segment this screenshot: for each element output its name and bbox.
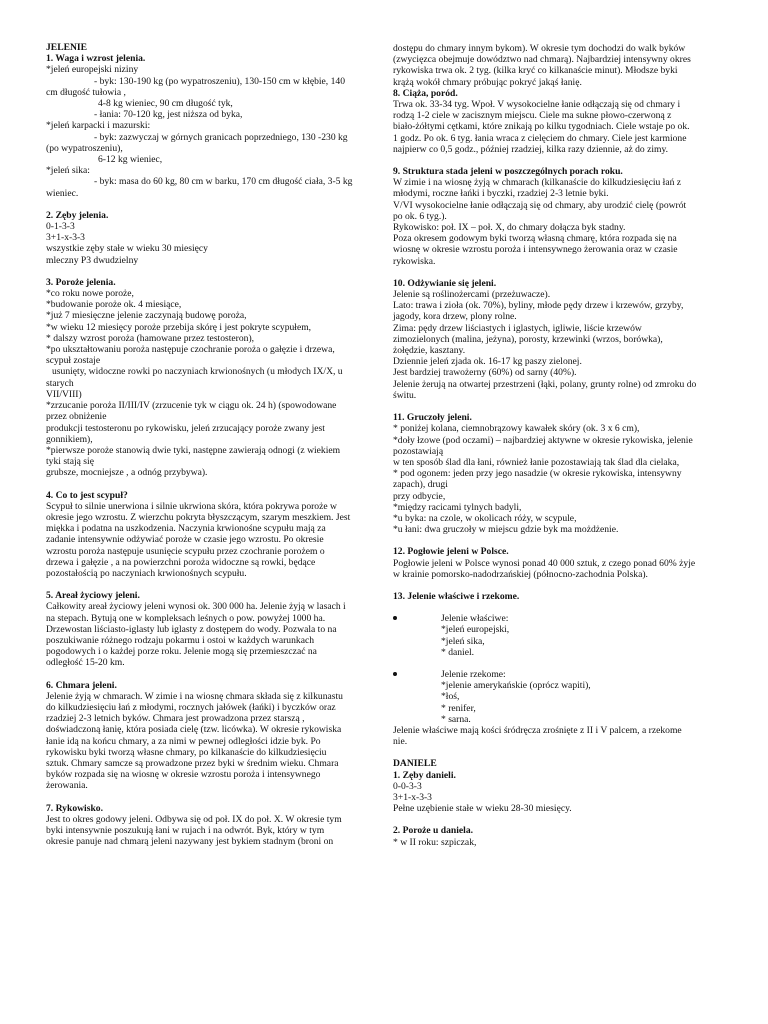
section-heading: 2. Zęby jelenia. [46,209,109,221]
text-line: - łania: 70-120 kg, jest niższa od byka, [94,109,243,121]
text-line: odległość 15-20 km. [46,657,125,669]
text-line: Jelenie właściwe mają kości śródręcza zrośnięte z II i V palcem, a rzekome [393,724,682,736]
text-line: w ten sposób ślad dla łani, również łanie pozostawiają tak ślad dla cielaka, [393,456,680,468]
right-column [393,43,728,848]
bullet-text: Jelenie właściwe: [441,613,509,625]
paragraph-gap [46,792,376,803]
text-line: cm długość tułowia , [46,86,126,98]
text-line: grubsze, mocniejsze , a odnóg przybywa). [46,467,208,479]
text-line: * renifer, [441,702,476,714]
text-line: * w II roku: szpiczak, [393,836,477,848]
paragraph-gap [46,669,376,680]
text-line: VII/VIII) [46,388,82,400]
text-line: Jelenie są roślinożercami (przeżuwacze). [393,289,551,301]
text-line: * daniel. [441,646,475,658]
section-heading: 12. Pogłowie jeleni w Polsce. [393,546,509,558]
text-line: *łoś, [441,691,460,703]
text-line: Jest bardziej trawożerny (60%) od sarny (40%). [393,367,577,379]
section-heading: 4. Co to jest scypuł? [46,489,128,501]
text-line: 0-0-3-3 [393,780,422,792]
text-line: pogodowych i o każdej porze roku. Jelenie mogą się przemieszczać na [46,646,317,658]
text-line: rykowiska trwa ok. 2 tyg. (kilka kryć co kilkanaście minut). Młodsze byki [393,65,678,77]
paragraph-gap [46,199,376,210]
bullet-icon [393,672,397,676]
text-line: *doły łzowe (pod oczami) – najbardziej aktywne w okresie rykowiska, jelenie [393,434,693,446]
text-line: żerowania. [46,780,88,792]
paragraph-gap [393,747,728,758]
text-line: wzrostu poroża następuje usunięcie scypułu przez czochranie porożem o [46,545,325,557]
text-line: świtu. [393,389,417,401]
paragraph-gap [393,580,728,591]
text-line: po ok. 6 tyg.). [393,210,447,222]
text-line: *u byka: na czole, w okolicach róży, w scypule, [393,512,577,524]
text-line: gonnikiem), [46,433,93,445]
text-line: wieniec. [46,187,79,199]
section-heading: 2. Poroże u daniela. [393,825,474,837]
section-heading: 5. Areał życiowy jeleni. [46,590,140,602]
text-line: Jest to okres godowy jeleni. Odbywa się od poł. IX do poł. X. W okresie tym [46,813,342,825]
text-line: rzadziej 2-3 letnich byków. Chmara jest prowadzona przez starszą , [46,713,305,725]
text-line: 1 godz. Po ok. 6 tyg. łania wraca z cielęciem do chmary. Ciele jest karmione [393,132,687,144]
text-line: Scypuł to silnie unerwiona i silnie ukrwiona skóra, która pokrywa poroże w [46,500,337,512]
text-line: tyki stają się [46,456,94,468]
section-heading: JELENIE [46,42,88,53]
text-line: * pod ogonem: jeden przy jego nasadzie (w okresie rykowiska, intensywny [393,468,682,480]
bullet-text: Jelenie rzekome: [441,668,506,680]
text-line: Pełne uzębienie stałe w wieku 28-30 miesięcy. [393,803,572,815]
text-line: krążą wokół chmary próbując pokryć jakąś łanię. [393,76,582,88]
paragraph-gap [46,266,376,277]
text-line: Rykowisko: poł. IX – poł. X, do chmary dołącza byk stadny. [393,222,626,234]
text-line: Trwa ok. 33-34 tyg. Wpoł. V wysokocielne łanie odłączają się od chmary i [393,99,681,111]
text-line: drzewa i gałęzie , a na powierzchni poroża widoczne są rowki, będące [46,556,316,568]
text-line: Pogłowie jeleni w Polsce wynosi ponad 40 000 sztuk, z czego ponad 60% żyje [393,557,696,569]
text-line: pozostawiają [393,445,444,457]
text-line: zadanie intensywnie odżywiać poroże w czasie jego wzrostu. Po okresie [46,534,324,546]
text-line: - byk: zazwyczaj w górnych granicach poprzedniego, 130 -230 kg [94,131,348,143]
section-heading: 7. Rykowisko. [46,802,103,814]
paragraph-gap [393,658,728,669]
text-line: 4-8 kg wieniec, 90 cm długość tyk, [98,98,233,110]
text-line: Całkowity areał życiowy jeleni wynosi ok. 300 000 ha. Jelenie żyją w lasach i [46,601,346,613]
paragraph-gap [393,401,728,412]
text-line: byków rozpada się na wiosnę w okresie wzrostu poroża i intensywnego [46,769,321,781]
text-line: miękka i podatna na uszkodzenia. Naczynia krwionośne scypułu mają za [46,523,326,535]
text-line: jagody, kora drzew, plony rolne. [393,311,517,323]
text-line: 0-1-3-3 [46,221,75,233]
text-line: * dalszy wzrost poroża (hamowane przez testosteron), [46,332,255,344]
text-line: 3+1-x-3-3 [393,791,432,803]
text-line: *pierwsze poroże stanowią dwie tyki, następne zawierają odnogi (z wiekiem [46,444,341,456]
text-line: *u łani: dwa gruczoły w miejscu gdzie byk ma możdżenie. [393,524,619,536]
text-line: *między racicami tylnych badyli, [393,501,522,513]
text-line: W zimie i na wiosnę żyją w chmarach (kilkanaście do kilkudziesięciu łań z [393,177,682,189]
text-line: zimozielonych (malina, jeżyna), porosty, krzewinki (wrzos, borówka), [393,333,663,345]
text-line: produkcji testosteronu po rykowisku, jeleń zrzucający poroże zwany jest [46,422,325,434]
text-line: poszukiwanie różnego rodzaju pokarmu i ostoi w każdych warunkach [46,634,315,646]
section-heading: 1. Zęby danieli. [393,769,456,781]
text-line: usunięty, widoczne rowki po naczyniach krwionośnych (u młodych IX/X, u [52,366,343,378]
text-line: *już 7 miesięczne jelenie zaczynają budowę poroża, [46,310,247,322]
text-line: byki intensywnie poszukują łani w rujach i na odwrót. Byk, który w tym [46,825,325,836]
text-line: Jelenie żerują na otwartej przestrzeni (łąki, polany, grunty rolne) od zmroku do [393,378,697,390]
text-line: *jeleń europejski niziny [46,64,139,76]
text-line: V/VI wysokocielne łanie odłączają się od chmary, aby urodzić cielę (powrót [393,199,687,211]
paragraph-gap [393,602,728,613]
text-line: *budowanie poroże ok. 4 miesiące, [46,299,182,311]
text-line: *jeleń sika, [441,635,485,647]
paragraph-gap [46,479,376,490]
text-line: *w wieku 12 miesięcy poroże przebija skórę i jest pokryte scypułem, [46,321,312,333]
text-line: nie. [393,736,408,748]
text-line: żołędzie, kasztany. [393,345,466,357]
text-line: okresie panuje nad chmarą jeleni nazywany jest bykiem stadnym (broni on [46,836,334,848]
left-column [46,42,376,847]
section-heading: 6. Chmara jeleni. [46,679,117,691]
text-line: Drzewostan liściasto-iglasty lub iglasty z dostępem do wody. Pozwala to na [46,623,337,635]
text-line: 6-12 kg wieniec, [98,154,163,166]
text-line: 3+1-x-3-3 [46,232,85,244]
text-line: Dziennie jeleń zjada ok. 16-17 kg paszy zielonej. [393,356,582,368]
text-line: okresie jego wzrostu. Z wierzchu pokryta błyszczącym, szarym meszkiem. Jest [46,511,351,523]
text-line: wszystkie zęby stałe w wieku 30 miesięcy [46,243,208,255]
text-line: (po wypatroszeniu), [46,142,123,154]
text-line: przez obniżenie [46,411,107,423]
text-line: młodymi, roczne łańki i byczki, rzadziej 2-3 letnie byki. [393,188,609,200]
text-line: *po ukształtowaniu poroża następuje czochranie poroża o gałęzie i drzewa, [46,344,335,356]
text-line: Zima: pędy drzew liściastych i iglastych, igliwie, liście krzewów [393,322,642,334]
text-line: w krainie pomorsko-nadodrzańskiej (północno-zachodnia Polska). [393,568,648,580]
section-heading: 8. Ciąża, poród. [393,87,458,99]
text-line: dostępu do chmary innym bykom). W okresie tym dochodzi do walk byków [393,43,686,54]
text-line: *zrzucanie poroża II/III/IV (zrzucenie tyk w ciągu ok. 24 h) (spowodowane [46,400,337,412]
bullet-item [393,669,728,680]
text-line: przy odbycie, [393,490,446,502]
section-heading: 3. Poroże jelenia. [46,276,116,288]
text-line: rykowisku byki tworzą własne chmary, po kilkanaście do kilkudziesięciu [46,746,327,758]
text-line: rodzą 1-2 ciele w zacisznym miejscu. Ciele ma sukne płowo-czerwoną z [393,110,672,122]
paragraph-gap [393,535,728,546]
text-line: *jeleń europejski, [441,624,510,636]
text-line: - byk: masa do 60 kg, 80 cm w barku, 170 cm długość ciała, 3-5 kg [94,176,353,188]
text-line: Lato: trawa i zioła (ok. 70%), byliny, młode pędy drzew i krzewów, grzyby, [393,300,684,312]
text-line: rykowiska. [393,255,436,267]
paragraph-gap [393,155,728,166]
section-heading: 13. Jelenie właściwe i rzekome. [393,590,520,602]
text-line: na stepach. Bytują one w kompleksach leśnych o pow. powyżej 1000 ha. [46,612,326,624]
text-line: Poza okresem godowym byki tworzą własną chmarę, która rozpada się na [393,233,677,245]
text-line: łanie idą na końcu chmary, a za nimi w pewnej odległości idzie byk. Po [46,735,321,747]
bullet-icon [393,616,397,620]
text-line: scypuł zostaje [46,355,101,367]
text-line: * poniżej kolana, ciemnobrązowy kawałek skóry (ok. 3 x 6 cm), [393,423,640,435]
text-line: sztuk. Chmary samcze są prowadzone przez byki w średnim wieku. Chmara [46,757,339,769]
text-line: *co roku nowe poroże, [46,288,134,300]
section-heading: 9. Struktura stada jeleni w poszczególnych porach roku. [393,166,623,178]
paragraph-gap [393,814,728,825]
text-line: Jelenie żyją w chmarach. W zimie i na wiosnę chmara składa się z kilkunastu [46,690,343,702]
text-line: - byk: 130-190 kg (po wypatroszeniu), 130-150 cm w kłębie, 140 [94,75,345,87]
text-line: *jelenie amerykańskie (oprócz wapiti), [441,680,591,692]
text-line: doświadczoną łanię, która posiada cielę (tzw. licówka). W okresie rykowiska [46,724,342,736]
section-heading: 11. Gruczoły jeleni. [393,412,472,424]
text-line: *jeleń sika: [46,165,90,177]
text-line: biało-żółtymi cętkami, które znikają po kilku tygodniach. Ciele wstaje po ok. [393,121,690,133]
text-line: pozostałością po naczyniach krwionośnych scypułu. [46,567,247,579]
text-line: zapach), drugi [393,479,448,491]
text-line: wiosnę w okresie wzrostu poroża i intensywnego żerowania oraz w czasie [393,244,678,256]
text-line: mleczny P3 dwudzielny [46,254,139,266]
paragraph-gap [393,267,728,278]
text-line: do kilkudziesięciu łań z młodymi, rocznych jałówek (łańki) i byczków oraz [46,701,336,713]
text-line: starych [46,377,74,389]
bullet-item [393,613,728,624]
text-line: (zwycięzca obejmuje dowództwo nad chmarą). Najbardziej intensywny okres [393,54,691,66]
text-line: *jeleń karpacki i mazurski: [46,120,151,132]
text-line: * sarna. [441,713,471,725]
section-heading: 10. Odżywianie się jeleni. [393,277,497,289]
text-line: najpierw co 0,5 godz., później rzadziej, kilka razy dziennie, aż do zimy. [393,143,669,155]
section-heading: 1. Waga i wzrost jelenia. [46,53,146,65]
section-heading: DANIELE [393,758,437,770]
paragraph-gap [46,579,376,590]
